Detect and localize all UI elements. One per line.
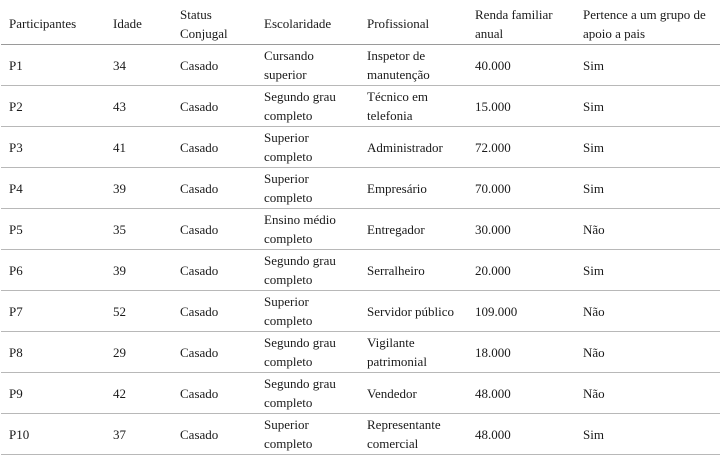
header-grupo-apoio: Pertence a um grupo de apoio a pais bbox=[575, 3, 720, 45]
table-row bbox=[1, 291, 720, 332]
header-participantes: Participantes bbox=[1, 3, 105, 45]
table-row bbox=[1, 332, 720, 373]
cell-grupo-apoio: Sim bbox=[575, 250, 720, 291]
table-row bbox=[1, 373, 720, 414]
table-row bbox=[1, 209, 720, 250]
cell-grupo-apoio: Não bbox=[575, 373, 720, 414]
table-body bbox=[1, 45, 720, 455]
cell-renda: 30.000 bbox=[467, 209, 575, 250]
header-idade: Idade bbox=[105, 3, 172, 45]
cell-grupo-apoio: Não bbox=[575, 291, 720, 332]
cell-idade: 39 bbox=[105, 250, 172, 291]
cell-status-conjugal: Casado bbox=[172, 373, 256, 414]
cell-renda: 40.000 bbox=[467, 45, 575, 86]
participants-table bbox=[1, 3, 720, 455]
cell-escolaridade: Superior completo bbox=[256, 414, 359, 455]
cell-status-conjugal: Casado bbox=[172, 86, 256, 127]
cell-participante: P2 bbox=[1, 86, 105, 127]
cell-renda: 70.000 bbox=[467, 168, 575, 209]
cell-renda: 18.000 bbox=[467, 332, 575, 373]
cell-idade: 39 bbox=[105, 168, 172, 209]
cell-escolaridade: Cursando superior bbox=[256, 45, 359, 86]
cell-profissional: Serralheiro bbox=[359, 250, 467, 291]
cell-idade: 29 bbox=[105, 332, 172, 373]
cell-status-conjugal: Casado bbox=[172, 332, 256, 373]
cell-escolaridade: Superior completo bbox=[256, 127, 359, 168]
table-row bbox=[1, 127, 720, 168]
cell-profissional: Servidor público bbox=[359, 291, 467, 332]
cell-status-conjugal: Casado bbox=[172, 250, 256, 291]
cell-idade: 34 bbox=[105, 45, 172, 86]
cell-escolaridade: Segundo grau completo bbox=[256, 86, 359, 127]
cell-status-conjugal: Casado bbox=[172, 209, 256, 250]
table-header bbox=[1, 3, 720, 45]
cell-escolaridade: Superior completo bbox=[256, 291, 359, 332]
cell-profissional: Representante comercial bbox=[359, 414, 467, 455]
cell-status-conjugal: Casado bbox=[172, 291, 256, 332]
cell-profissional: Vigilante patrimonial bbox=[359, 332, 467, 373]
cell-participante: P8 bbox=[1, 332, 105, 373]
cell-escolaridade: Segundo grau completo bbox=[256, 373, 359, 414]
cell-grupo-apoio: Não bbox=[575, 332, 720, 373]
cell-participante: P10 bbox=[1, 414, 105, 455]
cell-escolaridade: Segundo grau completo bbox=[256, 332, 359, 373]
table-row bbox=[1, 250, 720, 291]
cell-renda: 15.000 bbox=[467, 86, 575, 127]
cell-idade: 41 bbox=[105, 127, 172, 168]
cell-grupo-apoio: Sim bbox=[575, 414, 720, 455]
cell-status-conjugal: Casado bbox=[172, 45, 256, 86]
header-status-conjugal: Status Conjugal bbox=[172, 3, 256, 45]
cell-renda: 109.000 bbox=[467, 291, 575, 332]
cell-participante: P1 bbox=[1, 45, 105, 86]
cell-idade: 35 bbox=[105, 209, 172, 250]
cell-status-conjugal: Casado bbox=[172, 127, 256, 168]
cell-idade: 37 bbox=[105, 414, 172, 455]
table-row bbox=[1, 414, 720, 455]
cell-escolaridade: Superior completo bbox=[256, 168, 359, 209]
header-renda-familiar: Renda familiar anual bbox=[467, 3, 575, 45]
cell-participante: P7 bbox=[1, 291, 105, 332]
cell-idade: 52 bbox=[105, 291, 172, 332]
cell-status-conjugal: Casado bbox=[172, 414, 256, 455]
cell-participante: P9 bbox=[1, 373, 105, 414]
cell-idade: 43 bbox=[105, 86, 172, 127]
cell-idade: 42 bbox=[105, 373, 172, 414]
cell-participante: P3 bbox=[1, 127, 105, 168]
cell-status-conjugal: Casado bbox=[172, 168, 256, 209]
cell-participante: P4 bbox=[1, 168, 105, 209]
header-row bbox=[1, 3, 720, 45]
table-row bbox=[1, 86, 720, 127]
cell-renda: 20.000 bbox=[467, 250, 575, 291]
cell-profissional: Empresário bbox=[359, 168, 467, 209]
cell-grupo-apoio: Sim bbox=[575, 127, 720, 168]
cell-renda: 48.000 bbox=[467, 414, 575, 455]
cell-profissional: Administrador bbox=[359, 127, 467, 168]
cell-renda: 72.000 bbox=[467, 127, 575, 168]
cell-profissional: Vendedor bbox=[359, 373, 467, 414]
cell-grupo-apoio: Sim bbox=[575, 168, 720, 209]
cell-grupo-apoio: Sim bbox=[575, 45, 720, 86]
cell-grupo-apoio: Não bbox=[575, 209, 720, 250]
cell-participante: P5 bbox=[1, 209, 105, 250]
cell-grupo-apoio: Sim bbox=[575, 86, 720, 127]
cell-profissional: Entregador bbox=[359, 209, 467, 250]
cell-escolaridade: Segundo grau completo bbox=[256, 250, 359, 291]
header-escolaridade: Escolaridade bbox=[256, 3, 359, 45]
cell-participante: P6 bbox=[1, 250, 105, 291]
header-profissional: Profissional bbox=[359, 3, 467, 45]
cell-profissional: Técnico em telefonia bbox=[359, 86, 467, 127]
table-row bbox=[1, 45, 720, 86]
cell-profissional: Inspetor de manutenção bbox=[359, 45, 467, 86]
cell-renda: 48.000 bbox=[467, 373, 575, 414]
table-row bbox=[1, 168, 720, 209]
cell-escolaridade: Ensino médio completo bbox=[256, 209, 359, 250]
